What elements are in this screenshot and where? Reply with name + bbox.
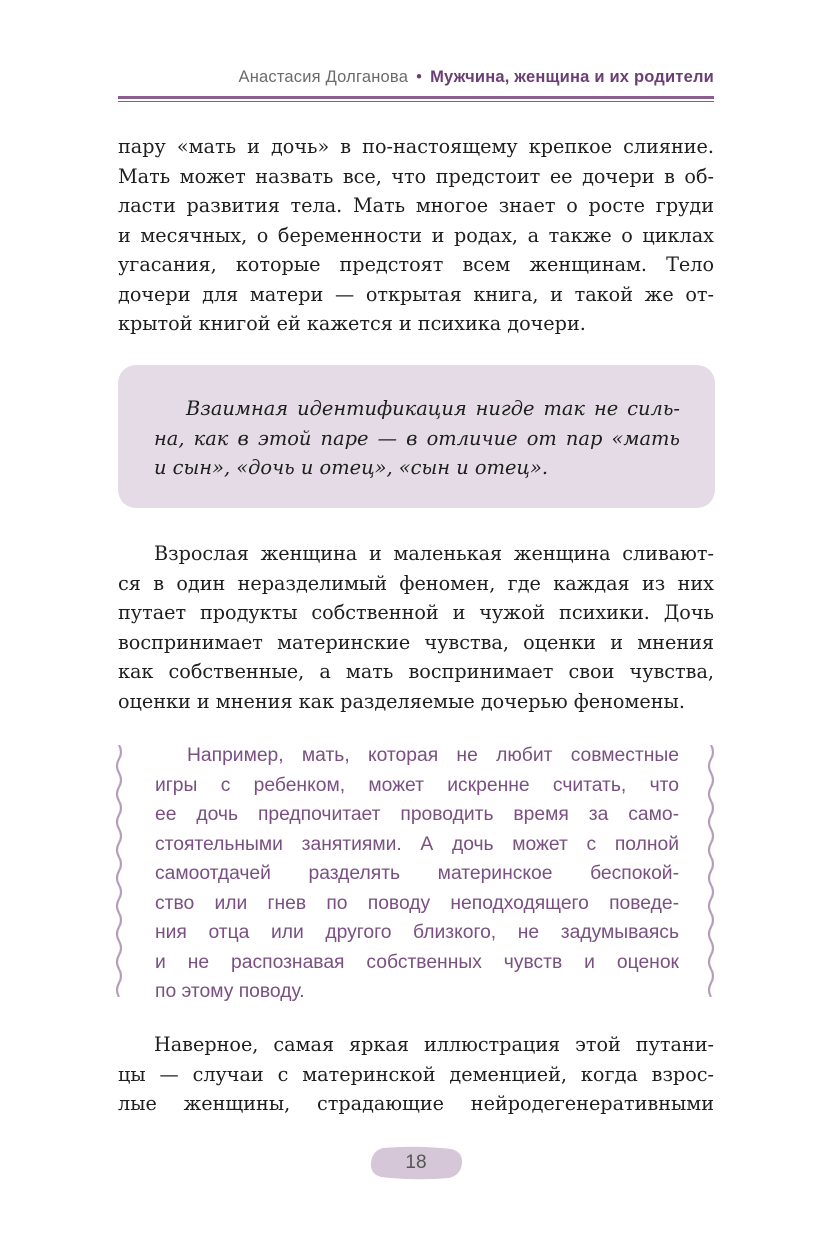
paragraph-line: оценки и мнения как разделяемые дочерью феномены. <box>118 689 685 713</box>
paragraph-line: крытой книгой ей кажется и психика дочери. <box>118 312 586 335</box>
paragraph-line: пару «мать и дочь» в по-настоящему крепкое слияние. <box>118 135 714 158</box>
paragraph-line: ся в один неразделимый феномен, где каждая из них <box>118 571 714 595</box>
example-line: и не распознавая собственных чувств и оценок <box>155 951 679 973</box>
paragraph-line: воспринимает материнские чувства, оценки и мнения <box>118 630 714 654</box>
paragraph-line: угасания, которые предстоят всем женщинам. Тело <box>118 253 714 276</box>
example-line: игры с ребенком, может искренне считать, что <box>155 774 679 796</box>
paragraph-line: лые женщины, страдающие нейродегенеративными <box>118 1092 714 1115</box>
paragraph-line: путает продукты собственной и чужой психики. Дочь <box>118 601 714 624</box>
paragraph-2 <box>118 539 714 716</box>
paragraph-line: дочери для матери — открытая книга, и такой же от- <box>118 282 714 306</box>
paragraph-line: и месячных, о беременности и родах, а также о циклах <box>118 223 714 247</box>
example-line: ее дочь предпочитает проводить время за само- <box>155 804 679 825</box>
wavy-border-right <box>706 745 716 997</box>
quote-text <box>154 394 680 483</box>
example-line: ство или гнев по поводу неподходящего поведе- <box>155 892 679 914</box>
quote-line: Взаимная идентификация нигде так не силь- <box>186 397 680 420</box>
example-line: по этому поводу. <box>155 981 305 1002</box>
header-rule-thin <box>118 101 714 102</box>
paragraph-3 <box>118 1030 714 1119</box>
paragraph-1 <box>118 132 714 339</box>
paragraph-line: Наверное, самая яркая иллюстрация этой путани- <box>154 1033 714 1056</box>
paragraph-line: Взрослая женщина и маленькая женщина сливают- <box>154 542 714 565</box>
header-book-title: Мужчина, женщина и их родители <box>430 68 714 86</box>
header-rule <box>118 96 714 99</box>
quote-line: и сын», «дочь и отец», «сын и отец». <box>154 456 548 479</box>
quote-line: на, как в этой паре — в отличие от пар «мать <box>154 426 680 450</box>
example-block <box>155 741 679 1007</box>
paragraph-line: цы — случаи с материнской деменцией, когда взрос- <box>118 1062 714 1086</box>
paragraph-line: ласти развития тела. Мать многое знает о росте груди <box>118 194 714 217</box>
paragraph-line: как собственные, а мать воспринимает свои чувства, <box>118 660 714 683</box>
example-line: стоятельными занятиями. А дочь может с полной <box>155 833 679 855</box>
example-line: Например, мать, которая не любит совместные <box>187 745 679 766</box>
example-line: самоотдачей разделять материнское беспокой- <box>155 863 679 884</box>
paragraph-line: Мать может назвать все, что предстоит ее дочери в об- <box>118 164 714 188</box>
wavy-border-left <box>114 745 124 997</box>
running-header <box>118 68 714 87</box>
header-separator: • <box>416 68 423 86</box>
example-line: ния отца или другого близкого, не задумываясь <box>155 922 679 943</box>
header-author: Анастасия Долганова <box>238 68 409 86</box>
page-number: 18 <box>405 1152 427 1173</box>
